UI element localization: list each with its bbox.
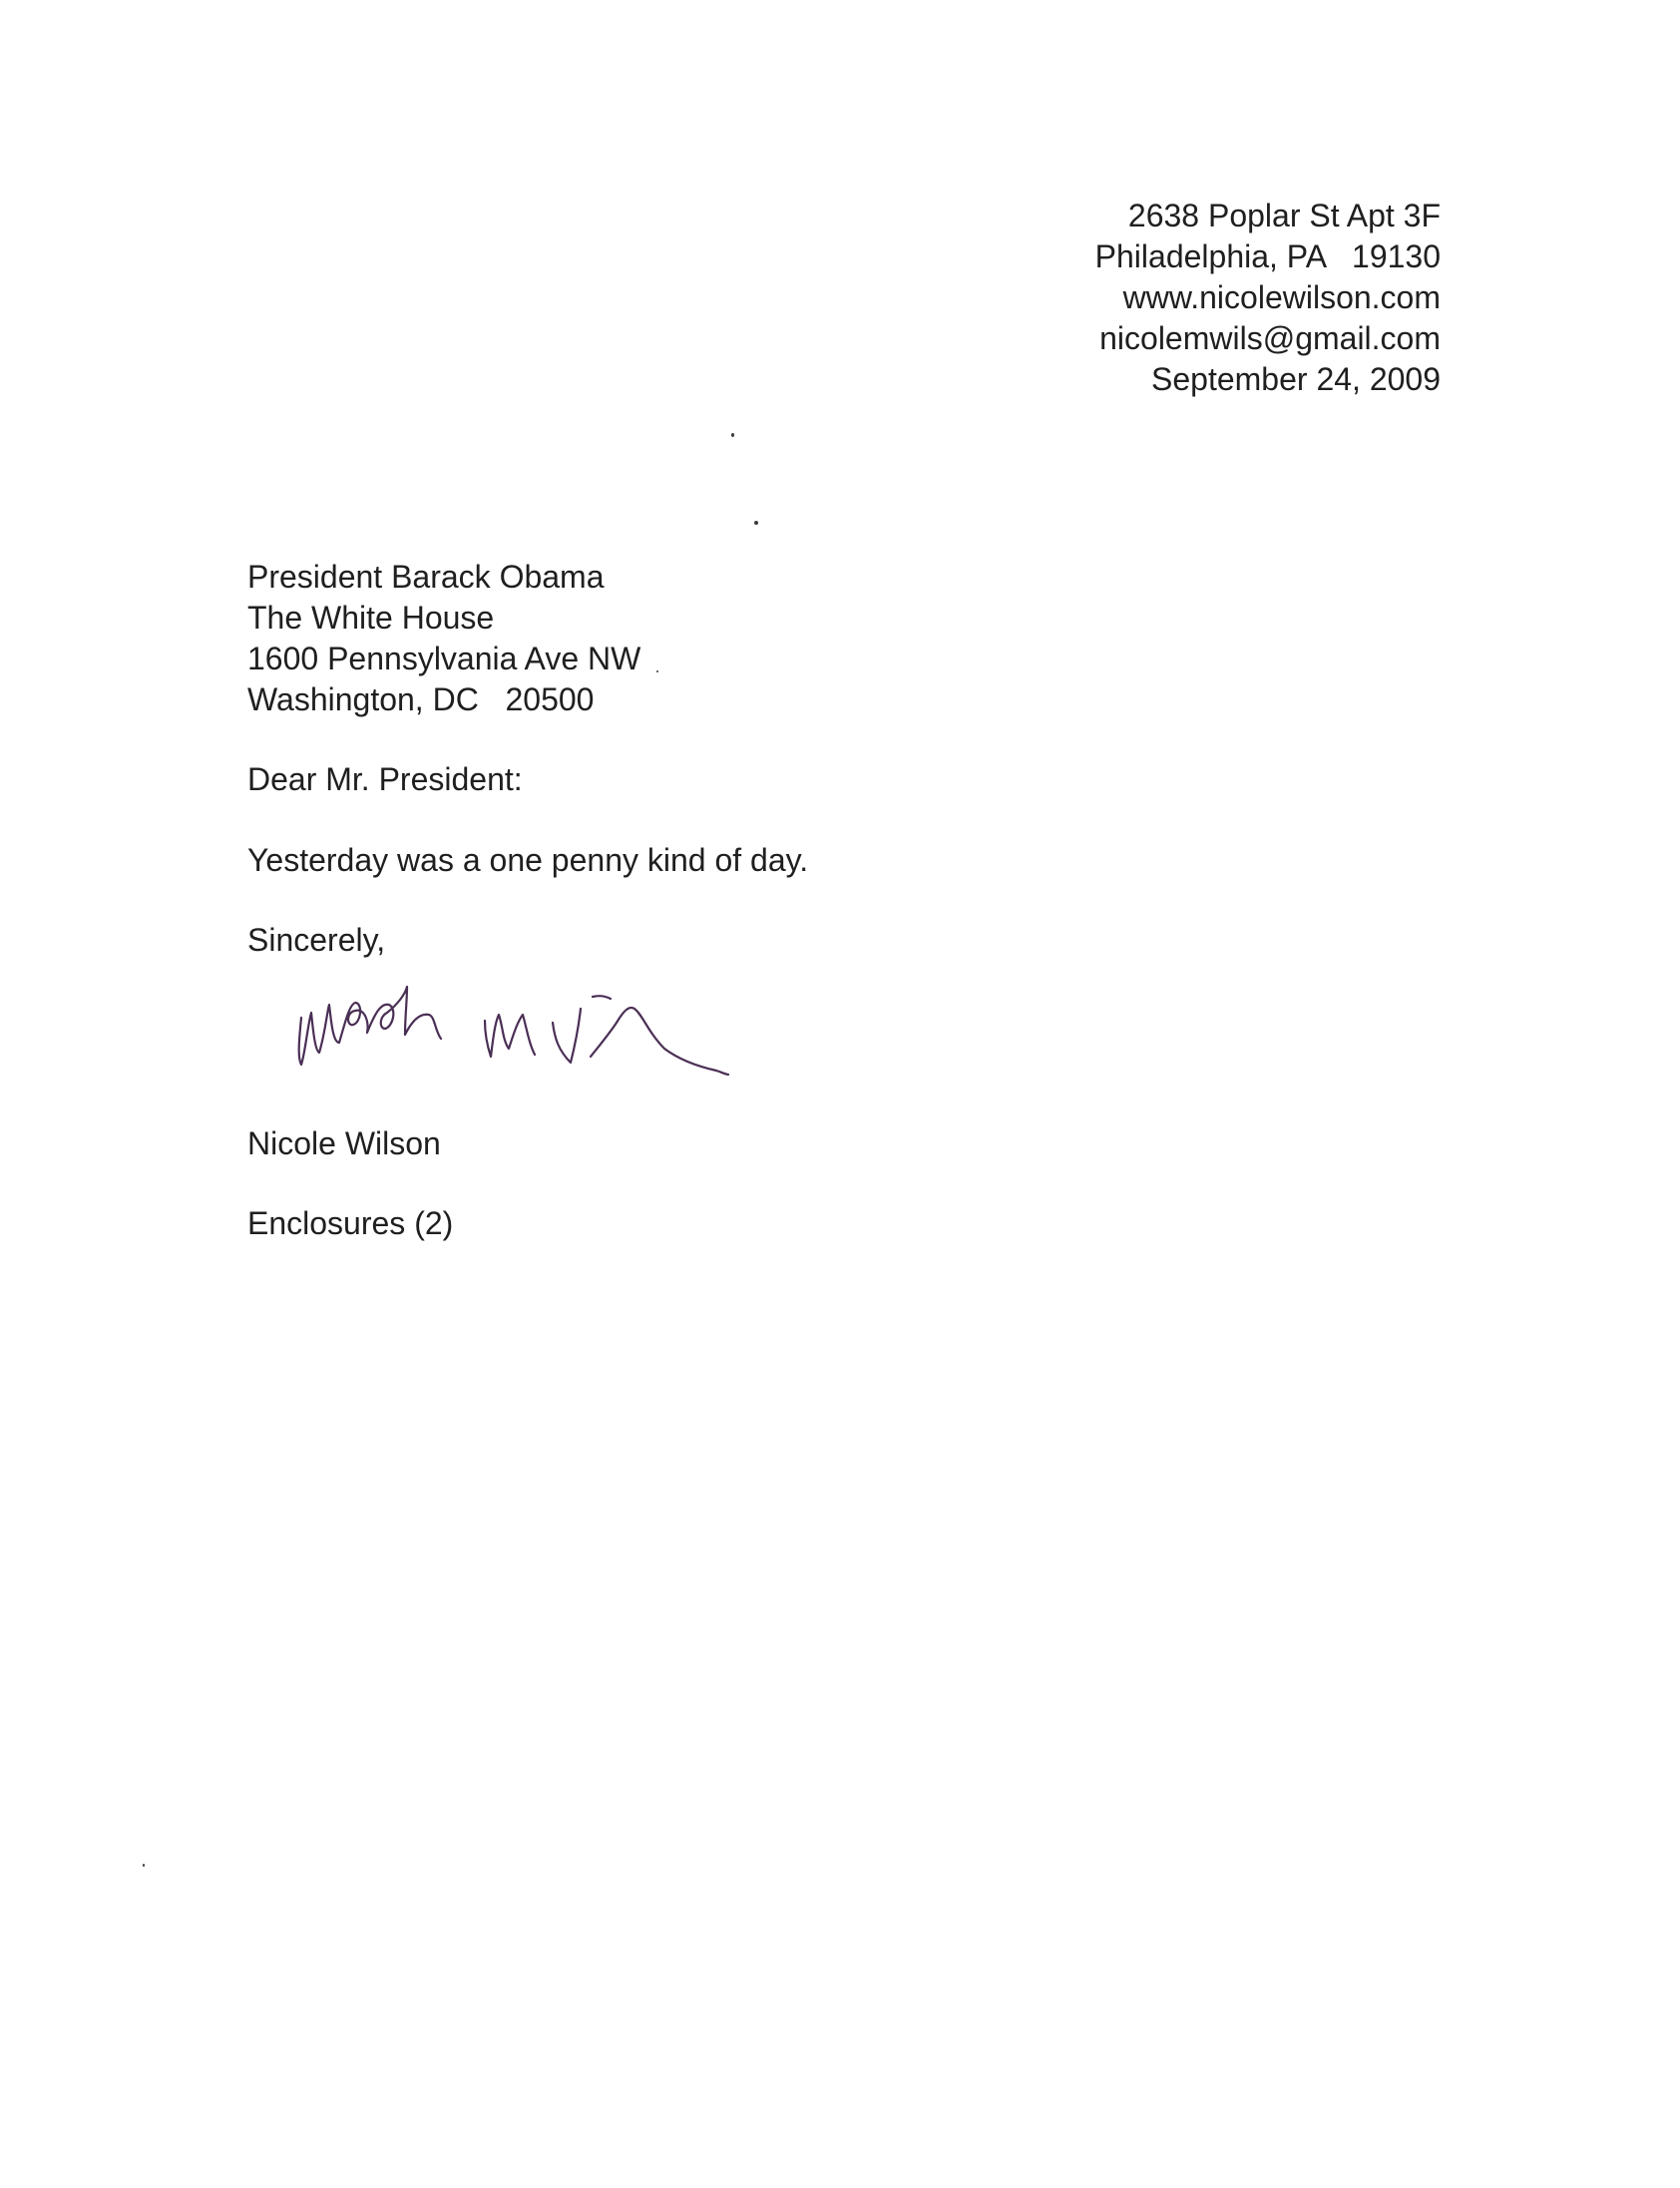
letter-date: September 24, 2009 <box>1151 361 1441 397</box>
enclosures-note: Enclosures (2) <box>247 1205 454 1241</box>
sender-address-block <box>1095 196 1441 400</box>
closing: Sincerely, <box>247 922 386 958</box>
sender-email: nicolemwils@gmail.com <box>1099 320 1441 356</box>
sender-city-line: Philadelphia, PA 19130 <box>1094 238 1441 274</box>
recipient-organization: The White House <box>247 600 495 636</box>
scan-speck <box>731 433 734 437</box>
recipient-name: President Barack Obama <box>247 559 605 595</box>
letter-body: Yesterday was a one penny kind of day. <box>247 842 809 878</box>
sender-website: www.nicolewilson.com <box>1122 279 1441 315</box>
recipient-address-block <box>247 557 640 720</box>
recipient-street: 1600 Pennsylvania Ave NW <box>247 641 641 676</box>
handwritten-signature <box>289 983 928 1097</box>
signer-name: Nicole Wilson <box>247 1125 441 1161</box>
recipient-city-line: Washington, DC 20500 <box>247 681 595 717</box>
scan-speck <box>143 1864 145 1867</box>
sender-street: 2638 Poplar St Apt 3F <box>1127 198 1441 233</box>
scan-speck <box>656 670 658 672</box>
salutation: Dear Mr. President: <box>247 761 523 797</box>
scan-speck <box>754 521 758 525</box>
